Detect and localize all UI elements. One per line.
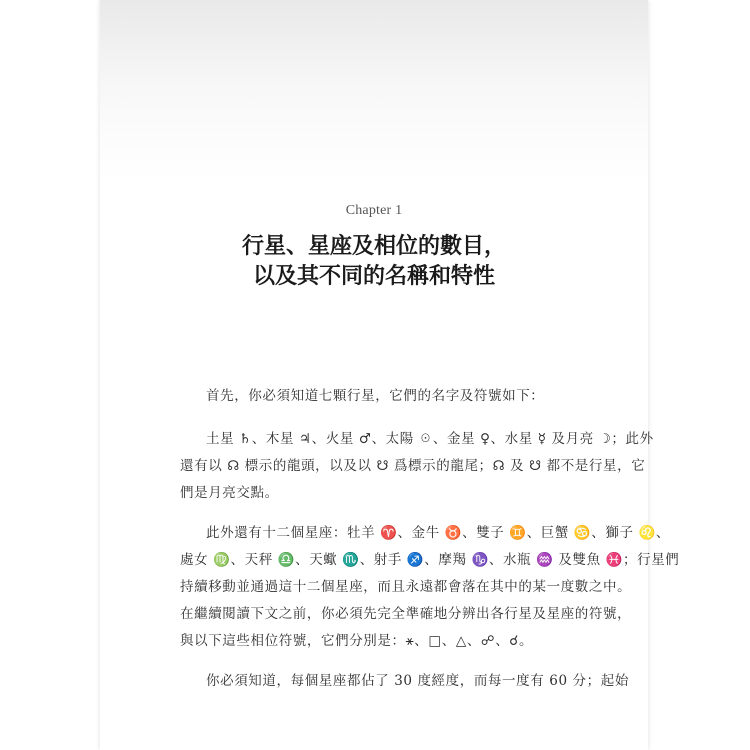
book-page <box>100 0 680 750</box>
text-line: 與以下這些相位符號，它們分別是：⚹、□、△、☍、☌。 <box>180 633 534 649</box>
chapter-title-line-2: 以及其不同的名稱和特性 <box>252 263 495 289</box>
text-line: 還有以 ☊ 標示的龍頭，以及以 ☋ 爲標示的龍尾；☊ 及 ☋ 都不是行星，它 <box>180 458 646 474</box>
text-line: 土星 ♄、木星 ♃、火星 ♂、太陽 ☉、金星 ♀、水星 ☿ 及月亮 ☽；此外 <box>206 431 654 447</box>
chapter-label: Chapter 1 <box>345 203 403 218</box>
text-line: 處女 ♍、天秤 ♎、天蠍 ♏、射手 ♐、摩羯 ♑、水瓶 ♒ 及雙魚 ♓；行星們 <box>180 552 680 568</box>
text-line: 你必須知道，每個星座都佔了 30 度經度，而每一度有 60 分；起始 <box>206 673 629 689</box>
chapter-title-line-1: 行星、星座及相位的數目， <box>241 233 506 259</box>
text-line: 們是月亮交點。 <box>180 485 279 501</box>
text-line: 首先，你必須知道七顆行星，它們的名字及符號如下： <box>206 388 545 404</box>
text-line: 在繼續閱讀下文之前，你必須先完全準確地分辨出各行星及星座的符號， <box>180 606 632 622</box>
text-line: 此外還有十二個星座：牡羊 ♈、金牛 ♉、雙子 ♊、巨蟹 ♋、獅子 ♌、 <box>206 525 671 541</box>
text-line: 持續移動並通過這十二個星座，而且永遠都會落在其中的某一度數之中。 <box>180 579 632 595</box>
